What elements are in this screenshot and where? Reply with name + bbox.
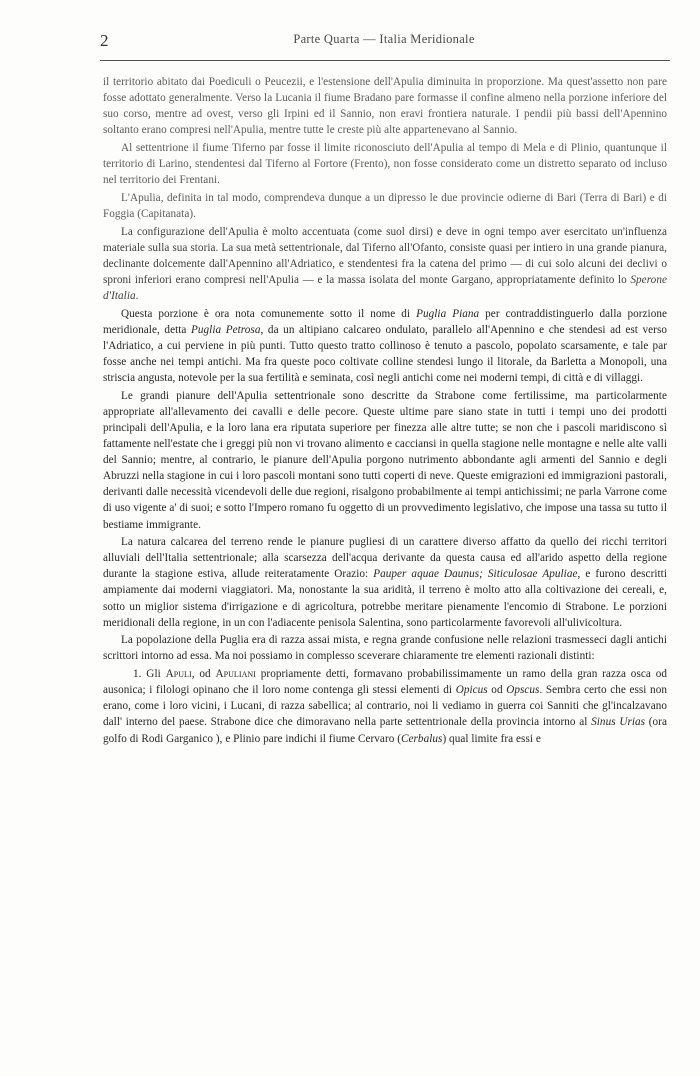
paragraph-text: per contraddistinguerlo dalla porzione meridionale, detta xyxy=(103,307,668,336)
paragraph-provinces xyxy=(103,190,667,222)
list-item-apuli xyxy=(103,666,667,746)
paragraph-configuration xyxy=(103,224,667,304)
paragraph-text: ) qual limite fra essi e xyxy=(442,732,541,745)
italic-term: Puglia Petrosa xyxy=(191,323,261,336)
page-number: 2 xyxy=(100,31,109,50)
paragraph-text: , da un altipiano calcareo ondulato, parallelo all'Apennino e che stendesi ad est verso l'Adriatico, a cui perviene in più punti. Tutto questo tratto collinoso è tenuto a pascolo, popolato scarsamente, e tale par fosse anche nei tempi antichi. Ma fra queste poco coltivate colline stendesi lungo il litorale, da Barletta a Monopoli, una striscia angusta, notevole per la sua fertilità e seminata, così negli antichi come nei moderni tempi, di città e di villaggi. xyxy=(103,323,668,385)
text-body xyxy=(103,74,667,748)
paragraph-text: La popolazione della Puglia era di razza assai mista, e regna grande confusione nelle relazioni trasmesseci dagli antichi scrittori intorno ad essa. Ma noi possiamo in complesso sceverare chiaramente tre elementi razionali distinti: xyxy=(103,634,667,663)
paragraph-plains xyxy=(103,388,667,533)
paragraph-puglia-piana xyxy=(103,306,667,386)
paragraph-text: La natura calcarea del terreno rende le pianure pugliesi di un carattere diverso affatto da quello dei ricchi territori alluviali dell'Italia settentrionale; alla scarsezza dell'acqua derivante da questa causa ed all'arido aspetto della regione durante la stagione estiva, allude reiteratamente Orazio: xyxy=(103,536,667,581)
paragraph-text: La configurazione dell'Apulia è molto accentuata (come suol dirsi) e deve in ogni tempo aver esercitato un'influenza materiale sulla sua storia. La sua metà settentrionale, dal Tiferno all'Ofanto, consiste quasi per intiero in una grande pianura, declinante dolcemente dall'Apennino all'Adriatico, e stendentesi fra la catena del primo — di cui solo alcuni dei declivi o sproni inferiori erano compresi nell'Apulia — e la massa isolata del monte Gargano, appropriatamente definito lo xyxy=(103,225,667,286)
paragraph-text: , e furono descritti ampiamente dai moderni viaggiatori. Ma, nonostante la sua aridità, il terreno è molto atto alla coltivazione dei cereali, e, sotto un miglior sistema d'irrigazione e di agricoltura, potrebbe meritare pienamente l'encomio di Strabone. Le porzioni meridionali della regione, in un con l'adiacente penisola Salentina, sono particolarmente favorevoli all'ulivicoltura. xyxy=(103,568,667,629)
paragraph-continuation xyxy=(103,74,667,138)
paragraph-northern-border xyxy=(103,140,667,188)
paragraph-text: . xyxy=(135,290,139,302)
italic-quote: Pauper aquae Daunus; Siticulosae Apuliae xyxy=(373,568,578,581)
paragraph-text: Le grandi pianure dell'Apulia settentrionale sono descritte da Strabone come fertilissime, ma particolarmente appropriate all'allevamento dei cavalli e delle pecore. Queste ultime pare siano state in tutti i tempi uno dei prodotti principali dell'Apulia, e la loro lana era riputata superiore per finezza alle altre tutte; se non che i pascoli maridiscono sì fattamente nell'estate che i greggi più non vi trovano alimento e cacciansi in quella stagione nelle montagne e nelle alte valli del Sannio; mentre, al contrario, le pianure dell'Apulia porgono nutrimento abbondante agli armenti del Sannio e degli Abruzzi nella stagione in cui i loro pascoli montani sono tutti coperti di neve. Queste emigrazioni ed immigrazioni pastorali, derivanti dalle necessità vicendevoli delle due regioni, risalgono probabilmente ai tempi antichissimi; ne parla Varrone come di uso vigente a' di suoi; e sotto l'Impero romano fu oggetto di un provvedimento legislativo, che impose una tassa su tutto il bestiame immigrante. xyxy=(103,389,667,531)
paragraph-text: propriamente detti, formavano probabilissimamente un ramo della gran razza osca od ausonica; i filologi opinano che il loro nome contenga gli stessi elementi di xyxy=(103,668,667,697)
paragraph-text: , od xyxy=(191,668,216,681)
italic-term: Puglia Piana xyxy=(416,307,480,320)
italic-term: Sperone d'Italia xyxy=(103,273,667,302)
italic-term: Cerbalus xyxy=(401,732,443,745)
running-title: Parte Quarta — Italia Meridionale xyxy=(293,32,475,46)
paragraph-population xyxy=(103,632,667,664)
paragraph-terrain xyxy=(103,534,667,631)
italic-term: Opicus xyxy=(455,684,488,697)
header-rule xyxy=(100,60,670,61)
small-caps-term: Apuliani xyxy=(215,668,256,681)
paragraph-text: il territorio abitato dai Poediculi o Peucezii, e l'estensione dell'Apulia diminuita in proporzione. Ma quest'assetto non pare fosse adottato generalmente. Verso la Lucania il fiume Bradano pare formasse il confine almeno nella porzione inferiore del suo corso, mentre ad ovest, verso gli Irpini ed il Sannio, non eravi frontiera naturale. I pendii più bassi dell'Apennino soltanto erano compresi nell'Apulia, mentre tutte le creste più alte appartenevano al Sannio. xyxy=(103,76,667,137)
running-header xyxy=(100,30,668,52)
italic-term: Sinus Urias xyxy=(591,716,646,729)
paragraph-text: Al settentrione il fiume Tiferno par fosse il limite riconosciuto dell'Apulia al tempo di Mela e di Plinio, quantunque il territorio di Larino, stendentesi dal Tiferno al Fortore (Frento), non fosse considerato come un distretto separato od incluso nel territorio dei Frentani. xyxy=(103,141,667,187)
list-number: 1. Gli xyxy=(133,668,166,681)
paragraph-text: (ora golfo di Rodi Garganico ), e Plinio pare indichi il fiume Cervaro ( xyxy=(103,716,667,745)
small-caps-term: Apuli xyxy=(165,668,192,681)
paragraph-text: Questa porzione è ora nota comunemente sotto il nome di xyxy=(121,307,417,320)
paragraph-text: L'Apulia, definita in tal modo, comprendeva dunque a un dipresso le due provincie odierne di Bari (Terra di Bari) e di Foggia (Capitanata). xyxy=(103,191,667,220)
paragraph-text: od xyxy=(487,684,507,697)
italic-term: Opscus xyxy=(506,684,540,697)
paragraph-text: . Sembra certo che essi non erano, come i loro vicini, i Lucani, di razza sabellica; al contrario, noi li vediamo in guerra coi Sanniti che gl'incalzavano dall' interno del paese. Strabone dice che dimoravano nella parte settentrionale della provincia intorno al xyxy=(103,684,667,729)
